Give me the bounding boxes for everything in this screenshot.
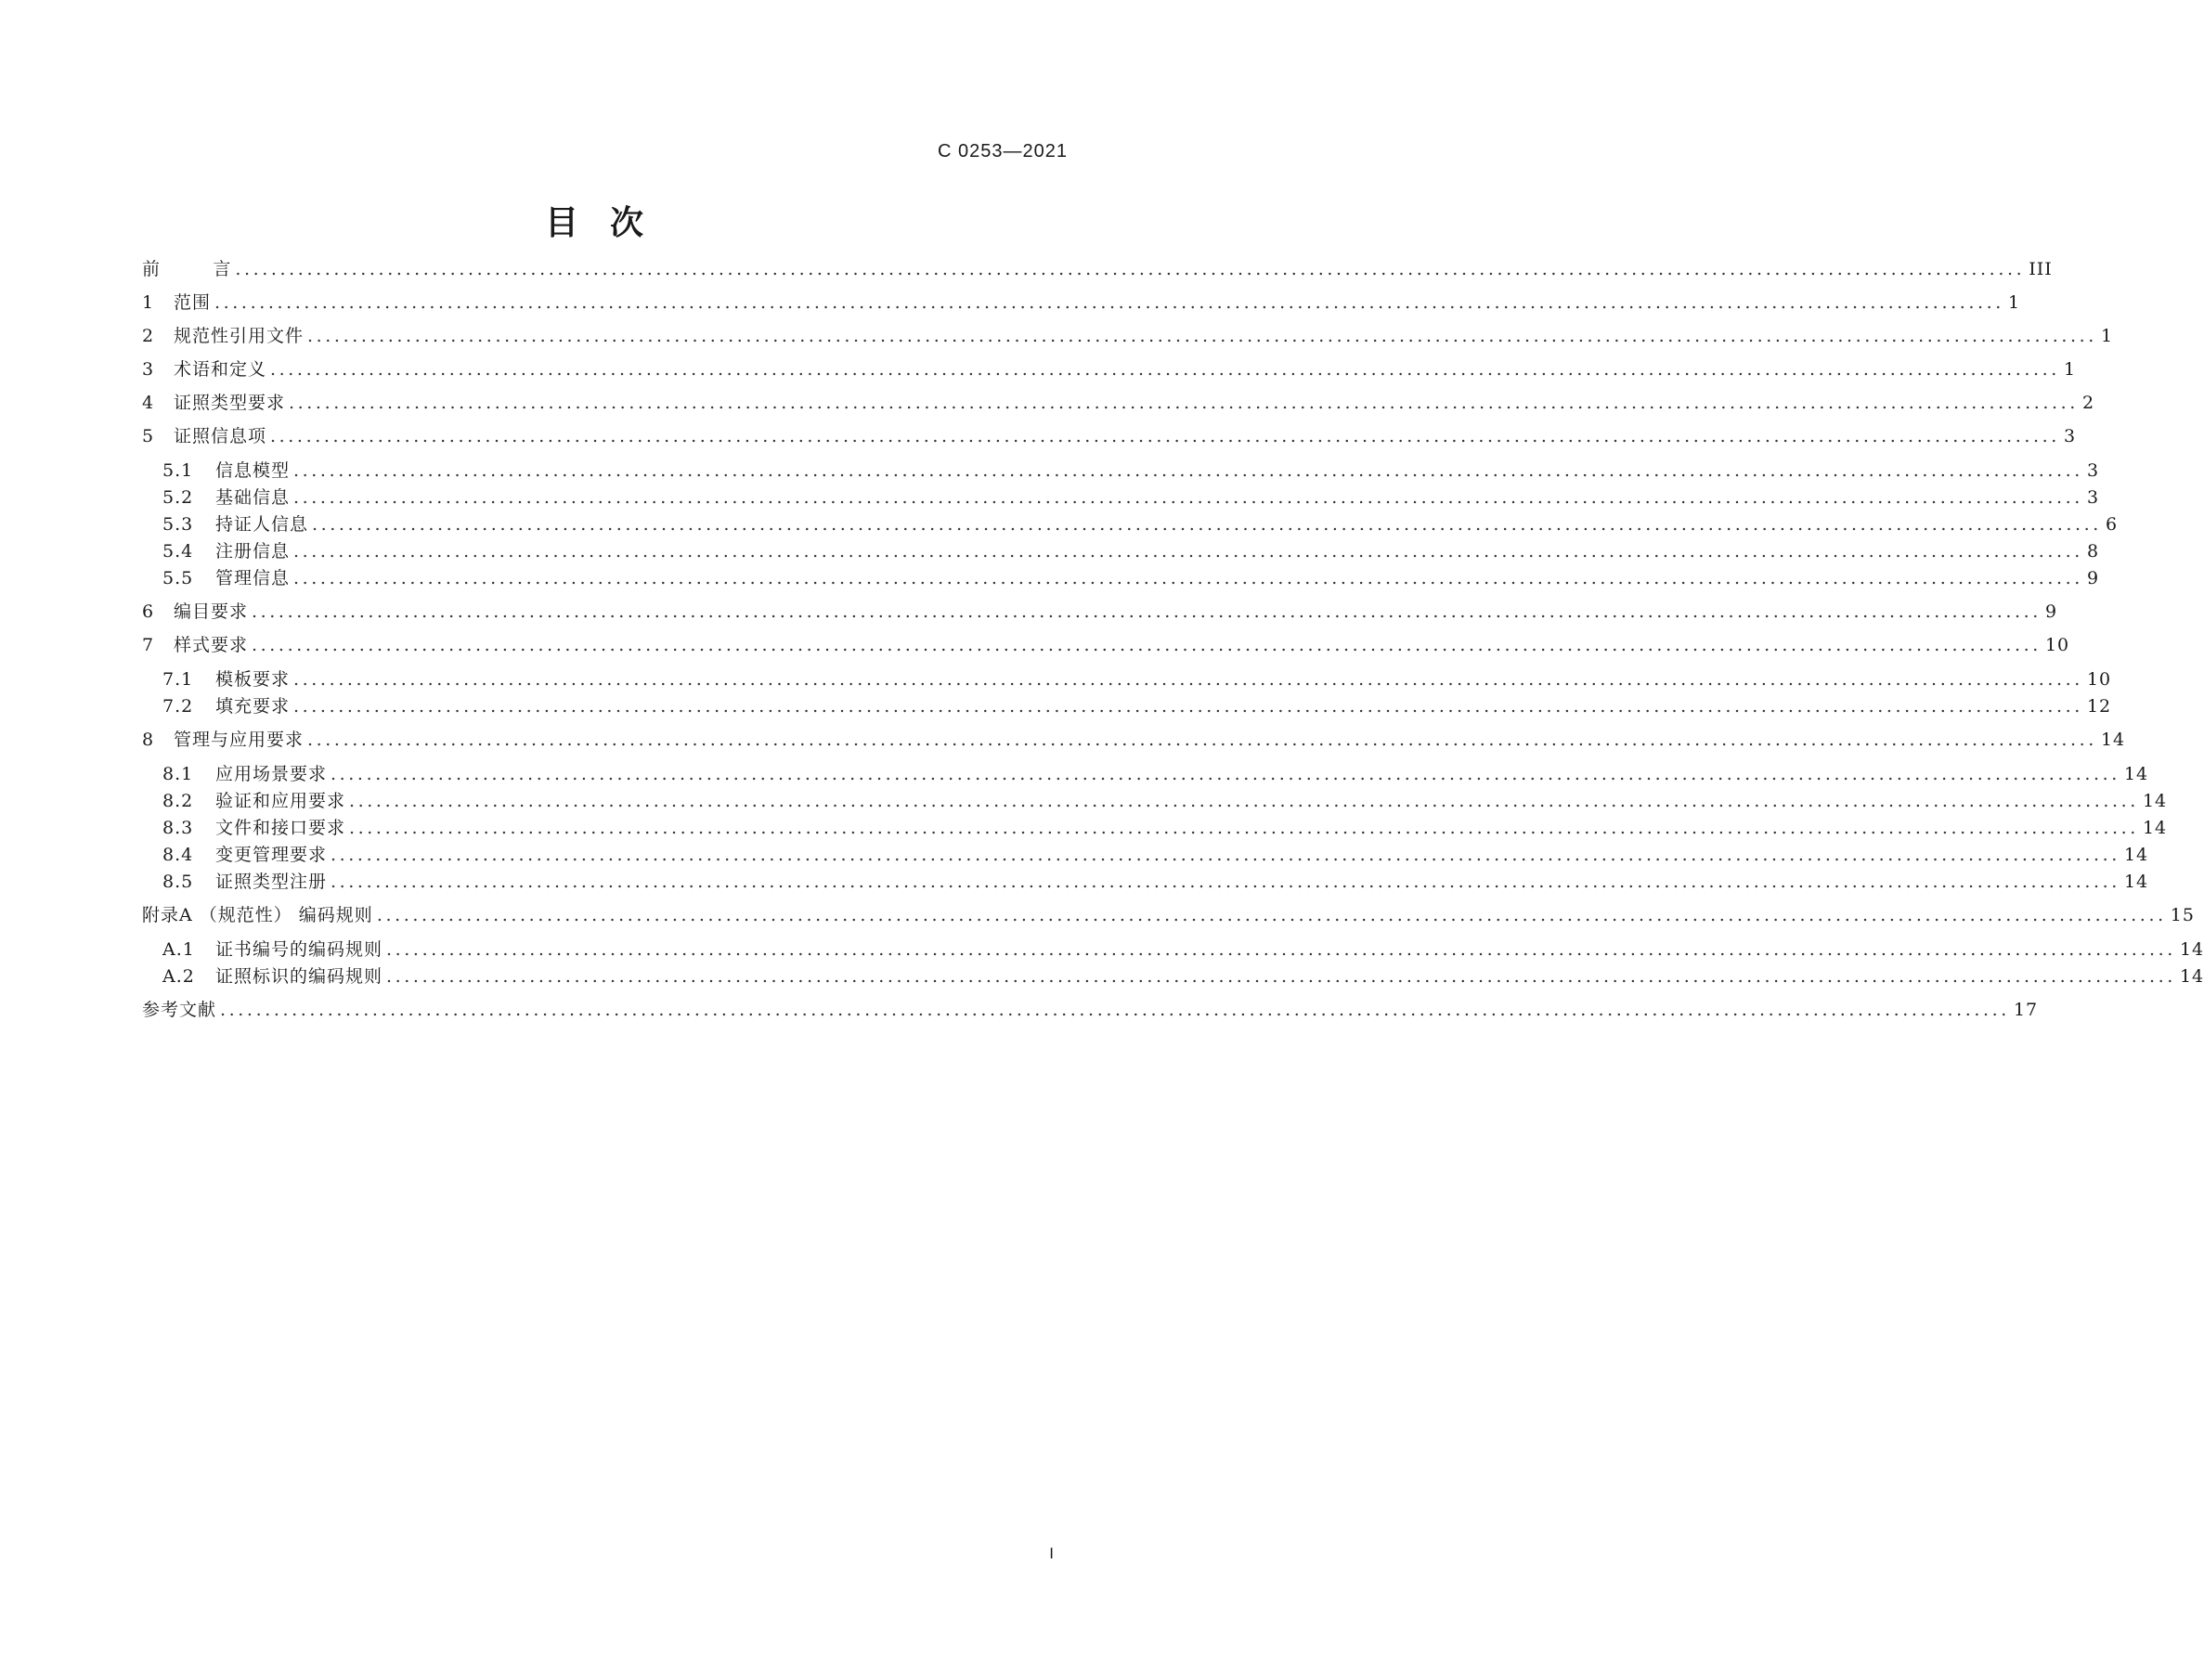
toc-entry-label: 编目要求 — [174, 601, 249, 622]
toc-dot-leader: ........................................................................................................................................................................................................ — [293, 487, 2083, 508]
toc-entry-label: 证照标识的编码规则 — [215, 966, 383, 987]
toc-dot-leader: ........................................................................................................................................................................................................ — [293, 541, 2083, 562]
toc-entry[interactable] — [162, 565, 2100, 591]
toc-dot-leader: ........................................................................................................................................................................................................ — [307, 326, 2097, 346]
toc-entry-page: 3 — [2086, 487, 2100, 508]
toc-entry-number: 8 — [142, 730, 154, 750]
toc-entry-number: 2 — [142, 326, 154, 346]
toc-entry-number: 5.4 — [162, 541, 194, 562]
toc-entry[interactable] — [142, 356, 2077, 382]
toc-entry-page: III — [2029, 259, 2053, 279]
toc-entry-page: 14 — [2179, 939, 2204, 960]
toc-entry-page: 14 — [2179, 966, 2204, 987]
toc-entry-number: 8.3 — [162, 818, 194, 838]
toc-entry[interactable] — [162, 538, 2100, 564]
toc-dot-leader: ........................................................................................................................................................................................................ — [312, 514, 2102, 535]
toc-dot-leader: ........................................................................................................................................................................................................ — [386, 966, 2176, 987]
toc-entry[interactable] — [142, 902, 2195, 928]
toc-entry-label: 填充要求 — [215, 696, 291, 717]
toc-entry-label: 样式要求 — [174, 635, 249, 655]
toc-entry[interactable] — [162, 937, 2204, 963]
toc-entry[interactable] — [142, 632, 2070, 658]
toc-entry-label: 附录A （规范性） 编码规则 — [142, 905, 373, 925]
toc-entry-page: 17 — [2013, 1000, 2039, 1020]
toc-entry[interactable] — [162, 761, 2149, 787]
toc-entry-number: 7 — [142, 635, 154, 655]
toc-entry-number: 4 — [142, 393, 154, 413]
toc-entry-page: 2 — [2081, 393, 2095, 413]
toc-entry-number: 5.1 — [162, 460, 194, 481]
toc-entry-number: A.1 — [162, 939, 195, 960]
toc-entry[interactable] — [142, 323, 2114, 349]
toc-entry[interactable] — [162, 458, 2100, 484]
toc-entry-number: 7.1 — [162, 669, 194, 690]
toc-entry[interactable] — [162, 842, 2149, 868]
toc-entry[interactable] — [142, 599, 2058, 625]
toc-entry[interactable] — [162, 869, 2149, 895]
toc-entry-page: 3 — [2086, 460, 2100, 481]
toc-dot-leader: ........................................................................................................................................................................................................ — [270, 359, 2060, 380]
toc-entry-number: 8.1 — [162, 764, 194, 784]
toc-dot-leader: ........................................................................................................................................................................................................ — [235, 259, 2026, 279]
toc-entry-label: 管理信息 — [215, 568, 291, 588]
toc-dot-leader: ........................................................................................................................................................................................................ — [331, 872, 2120, 892]
toc-entry[interactable] — [162, 693, 2112, 719]
toc-entry-number: 7.2 — [162, 696, 194, 717]
toc-entry[interactable] — [162, 963, 2204, 989]
toc-entry-number: 8.5 — [162, 872, 194, 892]
toc-entry-label: 验证和应用要求 — [215, 791, 346, 811]
toc-entry-page: 3 — [2063, 426, 2077, 446]
document-code: C 0253—2021 — [938, 141, 1068, 162]
toc-entry-page: 1 — [2063, 359, 2077, 380]
toc-entry-label: 信息模型 — [215, 460, 291, 481]
toc-entry-label: 证照类型要求 — [174, 393, 286, 413]
toc-dot-leader: ........................................................................................................................................................................................................ — [270, 426, 2060, 446]
toc-dot-leader: ........................................................................................................................................................................................................ — [386, 939, 2176, 960]
toc-dot-leader: ........................................................................................................................................................................................................ — [349, 818, 2139, 838]
toc-dot-leader: ........................................................................................................................................................................................................ — [252, 635, 2042, 655]
toc-entry[interactable] — [162, 485, 2100, 510]
toc-entry-number: 5 — [142, 426, 154, 446]
toc-entry[interactable] — [142, 997, 2039, 1023]
toc-dot-leader: ........................................................................................................................................................................................................ — [331, 764, 2120, 784]
toc-dot-leader: ........................................................................................................................................................................................................ — [307, 730, 2097, 750]
toc-entry-page: 15 — [2170, 905, 2195, 925]
toc-entry-page: 6 — [2105, 514, 2119, 535]
toc-entry-page: 14 — [2142, 818, 2168, 838]
toc-dot-leader: ........................................................................................................................................................................................................ — [214, 292, 2004, 313]
toc-entry-page: 8 — [2086, 541, 2100, 562]
toc-entry-number: 8.4 — [162, 845, 194, 865]
toc-entry-label: 证书编号的编码规则 — [215, 939, 383, 960]
toc-entry-label: 持证人信息 — [215, 514, 309, 535]
toc-entry-page: 9 — [2086, 568, 2100, 588]
toc-entry-number: 8.2 — [162, 791, 194, 811]
toc-dot-leader: ........................................................................................................................................................................................................ — [293, 568, 2083, 588]
page-number: I — [1049, 1544, 1054, 1562]
toc-dot-leader: ........................................................................................................................................................................................................ — [331, 845, 2120, 865]
toc-entry-number: 6 — [142, 601, 154, 622]
toc-entry[interactable] — [162, 815, 2168, 841]
toc-entry-number: 5.5 — [162, 568, 194, 588]
toc-entry-page: 12 — [2086, 696, 2112, 717]
toc-entry-page: 14 — [2123, 872, 2149, 892]
toc-entry-label: 应用场景要求 — [215, 764, 328, 784]
toc-entry-label: 证照信息项 — [174, 426, 267, 446]
toc-entry[interactable] — [162, 511, 2119, 537]
toc-entry[interactable] — [142, 727, 2126, 753]
toc-dot-leader: ........................................................................................................................................................................................................ — [349, 791, 2139, 811]
toc-entry-label: 文件和接口要求 — [215, 818, 346, 838]
toc-entry-page: 9 — [2044, 601, 2058, 622]
toc-entry-page: 14 — [2100, 730, 2126, 750]
toc-entry-label: 规范性引用文件 — [174, 326, 305, 346]
toc-entry-number: 5.3 — [162, 514, 194, 535]
toc-dot-leader: ........................................................................................................................................................................................................ — [252, 601, 2042, 622]
toc-entry-label: 模板要求 — [215, 669, 291, 690]
toc-dot-leader: ........................................................................................................................................................................................................ — [289, 393, 2079, 413]
toc-entry-page: 10 — [2044, 635, 2070, 655]
toc-entry[interactable] — [142, 256, 2053, 282]
toc-entry[interactable] — [142, 423, 2077, 449]
toc-entry-label: 变更管理要求 — [215, 845, 328, 865]
toc-entry[interactable] — [162, 666, 2112, 692]
toc-dot-leader: ........................................................................................................................................................................................................ — [293, 460, 2083, 481]
toc-entry-label: 注册信息 — [215, 541, 291, 562]
toc-entry[interactable] — [142, 290, 2021, 316]
toc-entry-label: 管理与应用要求 — [174, 730, 305, 750]
page-title: 目次 — [544, 204, 675, 242]
toc-entry-page: 1 — [2007, 292, 2021, 313]
toc-entry-number: A.2 — [162, 966, 195, 987]
toc-entry-number: 5.2 — [162, 487, 194, 508]
toc-entry-page: 1 — [2100, 326, 2114, 346]
toc-entry-page: 14 — [2123, 764, 2149, 784]
toc-entry-label: 范围 — [174, 292, 212, 313]
toc-dot-leader: ........................................................................................................................................................................................................ — [376, 905, 2167, 925]
toc-entry-label: 术语和定义 — [174, 359, 267, 380]
toc-dot-leader: ........................................................................................................................................................................................................ — [293, 696, 2083, 717]
toc-entry-page: 10 — [2086, 669, 2112, 690]
toc-entry-label: 证照类型注册 — [215, 872, 328, 892]
toc-entry-number: 3 — [142, 359, 154, 380]
toc-entry-page: 14 — [2142, 791, 2168, 811]
toc-entry[interactable] — [162, 788, 2168, 814]
toc-entry-number: 1 — [142, 292, 154, 313]
toc-dot-leader: ........................................................................................................................................................................................................ — [220, 1000, 2010, 1020]
toc-entry-label: 基础信息 — [215, 487, 291, 508]
toc-entry-label: 前 言 — [142, 259, 232, 279]
toc-dot-leader: ........................................................................................................................................................................................................ — [293, 669, 2083, 690]
toc-entry-label: 参考文献 — [142, 1000, 217, 1020]
toc-entry-page: 14 — [2123, 845, 2149, 865]
toc-entry[interactable] — [142, 390, 2095, 416]
